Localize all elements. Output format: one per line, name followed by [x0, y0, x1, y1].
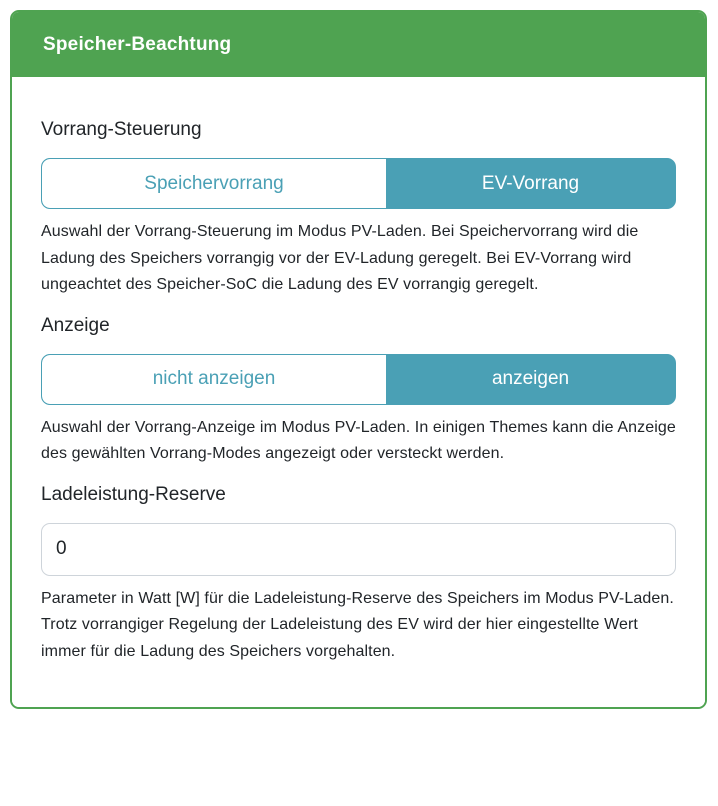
description-vorrang-steuerung: Auswahl der Vorrang-Steuerung im Modus PV-Laden. Bei Speichervorrang wird die Ladung des Speichers vorrangig vor der EV-Ladung geregelt. Bei EV-Vorrang wird ungeachtet des Speicher-SoC die Ladung des EV vorrangig geregelt.	[41, 223, 639, 293]
toggle-option-speichervorrang[interactable]: Speichervorrang	[42, 159, 386, 208]
card-body	[12, 77, 705, 707]
heading-vorrang-steuerung: Vorrang-Steuerung	[41, 119, 202, 140]
description-ladeleistung-reserve: Parameter in Watt [W] für die Ladeleistung-Reserve des Speichers im Modus PV-Laden. Trotz vorrangiger Regelung der Ladeleistung des EV wird der hier eingestellte Wert immer für die Ladung des Speichers vorgehalten.	[41, 589, 674, 660]
toggle-option-ev-vorrang[interactable]: EV-Vorrang	[386, 159, 675, 208]
toggle-group-vorrang-steuerung	[41, 158, 676, 209]
toggle-group-anzeige	[41, 354, 676, 405]
description-anzeige: Auswahl der Vorrang-Anzeige im Modus PV-Laden. In einigen Themes kann die Anzeige des gewählten Vorrang-Modes angezeigt oder versteckt werden.	[41, 418, 676, 462]
card-header	[12, 12, 705, 77]
toggle-option-nicht-anzeigen[interactable]: nicht anzeigen	[42, 355, 386, 404]
heading-ladeleistung-reserve: Ladeleistung-Reserve	[41, 483, 226, 505]
heading-anzeige: Anzeige	[41, 314, 110, 336]
settings-card-speicher-beachtung	[10, 10, 707, 709]
toggle-option-anzeigen[interactable]: anzeigen	[386, 355, 675, 404]
ladeleistung-reserve-input[interactable]	[41, 523, 676, 576]
card-title: Speicher-Beachtung	[43, 33, 232, 55]
